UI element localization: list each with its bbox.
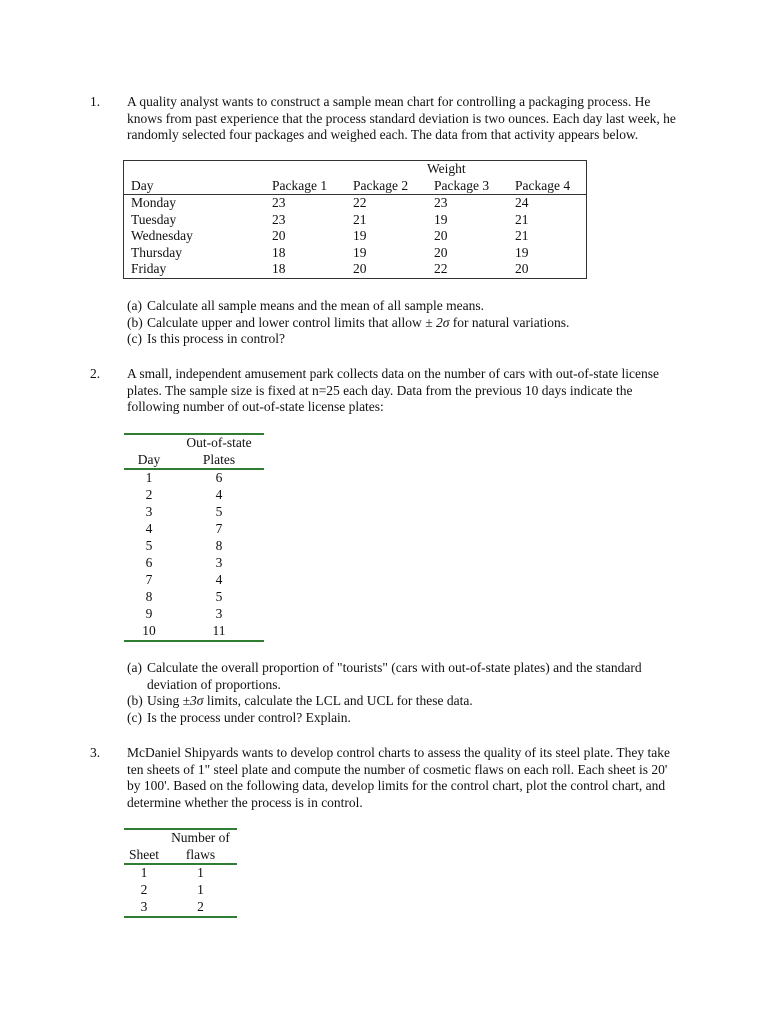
table-cell: Wednesday [131,228,193,243]
table-cell: 19 [353,228,367,243]
weight-header: Weight [427,161,466,176]
table-row [124,555,264,572]
table-cell: 2 [197,899,204,915]
sigma-expression: ±3σ [182,693,204,708]
table-row [124,469,264,487]
column-header: Day [124,434,174,469]
flaws-table [124,828,237,918]
table-cell: Friday [131,261,167,276]
table-row [124,538,264,555]
table-row [124,623,264,641]
column-header: Package 4 [508,178,587,195]
table-cell: 22 [353,195,367,210]
part-text: Is the process under control? Explain. [147,709,351,725]
table-cell: 9 [145,606,153,622]
part-c [127,331,680,348]
part-label: (b) [127,693,143,708]
question-1 [90,94,680,144]
part-text: Using [147,693,183,708]
part-text: limits, calculate the LCL and UCL for these data. [203,693,473,708]
part-label: (a) [127,660,142,675]
table-cell: 8 [145,589,153,605]
part-text: Calculate the overall proportion of "tourists" (cars with out-of-state plates) and the standard deviation of proportions. [147,660,642,692]
table-row [124,572,264,589]
table-cell: 20 [272,228,286,243]
plates-table [124,433,264,642]
table-cell: 3 [140,899,148,915]
table-cell: 4 [215,572,223,588]
table-row [124,864,237,882]
table-cell: 18 [272,244,286,260]
table-row [124,228,587,245]
table-cell: 20 [353,261,367,276]
part-text: Calculate all sample means and the mean of all sample means. [147,298,485,313]
column-header: Package 3 [427,178,508,195]
table-header-row [124,829,237,864]
table-cell: 3 [215,555,223,571]
table-cell: Thursday [131,244,182,260]
table-row [124,882,237,899]
column-header: Package 2 [346,178,427,195]
table-cell: 4 [145,521,153,537]
table-cell: 3 [145,504,153,520]
table-cell: 20 [434,228,448,243]
table-cell: 21 [515,211,529,227]
part-c [127,710,680,727]
table-cell: 8 [215,538,223,554]
table-cell: 1 [140,865,148,881]
table-cell: 3 [215,606,223,622]
table-cell: 6 [145,555,153,571]
table-row [124,212,587,229]
table-header-row [124,434,264,469]
table-row [124,504,264,521]
table-header-row [124,178,587,195]
table-cell: 23 [272,211,286,227]
table-row [124,521,264,538]
part-text: Is this process in control? [147,331,285,346]
part-b [127,315,680,332]
sigma-expression: ± 2σ [425,314,450,330]
table-cell: 10 [142,623,156,639]
table-cell: 22 [434,261,448,276]
part-text: for natural variations. [449,314,570,330]
table-cell: 11 [212,623,226,639]
table-cell: 2 [145,487,153,503]
question-2 [90,366,680,416]
column-header: Day [124,178,266,195]
table-cell: 19 [434,211,448,227]
table-cell: 20 [515,261,529,276]
table-cell: 4 [215,487,223,503]
table-cell: 7 [215,521,223,537]
table-cell: 5 [145,538,153,554]
part-text: Calculate upper and lower control limits that allow [147,314,426,330]
table-cell: 2 [140,882,148,898]
table-cell: 5 [215,589,223,605]
question-number: 3. [90,745,101,760]
table-cell: 6 [215,470,223,486]
table-cell: 23 [272,195,286,210]
part-label: (b) [127,314,143,330]
table-row [124,589,264,606]
table-cell: Tuesday [131,211,177,227]
table-row [124,899,237,917]
question-text: A quality analyst wants to construct a sample mean chart for controlling a packaging process. He knows from past experience that the process standard deviation is two ounces. Each day last week, he randomly selected four packages and weighed each. The data from that activity appears below. [127,94,676,142]
table-row [124,606,264,623]
table-cell: 19 [353,244,367,260]
question-number: 2. [90,366,101,381]
column-header: Package 1 [265,178,346,195]
part-a [127,298,680,315]
table-cell: 21 [353,211,367,227]
table-cell: 21 [515,228,529,243]
part-a [127,660,680,693]
part-label: (a) [127,298,142,313]
table-cell: 19 [515,244,529,260]
table-cell: 18 [272,261,286,276]
column-header: Out-of-state Plates [174,434,264,469]
table-cell: Monday [131,195,176,210]
question-text: A small, independent amusement park collects data on the number of cars with out-of-state license plates. The sample size is fixed at n=25 each day. Data from the previous 10 days indicate the following number of out-of-state license plates: [127,366,659,414]
table-row [124,195,587,212]
table-cell: 7 [145,572,153,588]
table-row [124,261,587,278]
table-cell: 1 [145,470,153,486]
part-label: (c) [127,709,142,725]
table-group-header-row [124,161,587,178]
column-header: Sheet [124,829,164,864]
table-row [124,487,264,504]
question-3 [90,745,680,811]
weight-table [123,160,587,279]
part-label: (c) [127,331,142,346]
table-cell: 20 [434,244,448,260]
table-cell: 24 [515,195,529,210]
question-text: McDaniel Shipyards wants to develop control charts to assess the quality of its steel plate. They take ten sheets of 1" steel plate and compute the number of cosmetic flaws on each roll. Each sheet is 20' by 100'. Based on the following data, develop limits for the control chart, plot the control chart, and determine whether the process is in control. [127,745,670,810]
table-row [124,245,587,262]
part-b [127,693,680,710]
question-1-parts [90,298,680,348]
question-number: 1. [90,94,101,109]
table-cell: 1 [197,865,204,881]
table-cell: 1 [197,882,204,898]
question-2-parts [90,660,680,726]
column-header: Number of flaws [164,829,237,864]
table-cell: 5 [215,504,223,520]
table-cell: 23 [434,195,448,210]
